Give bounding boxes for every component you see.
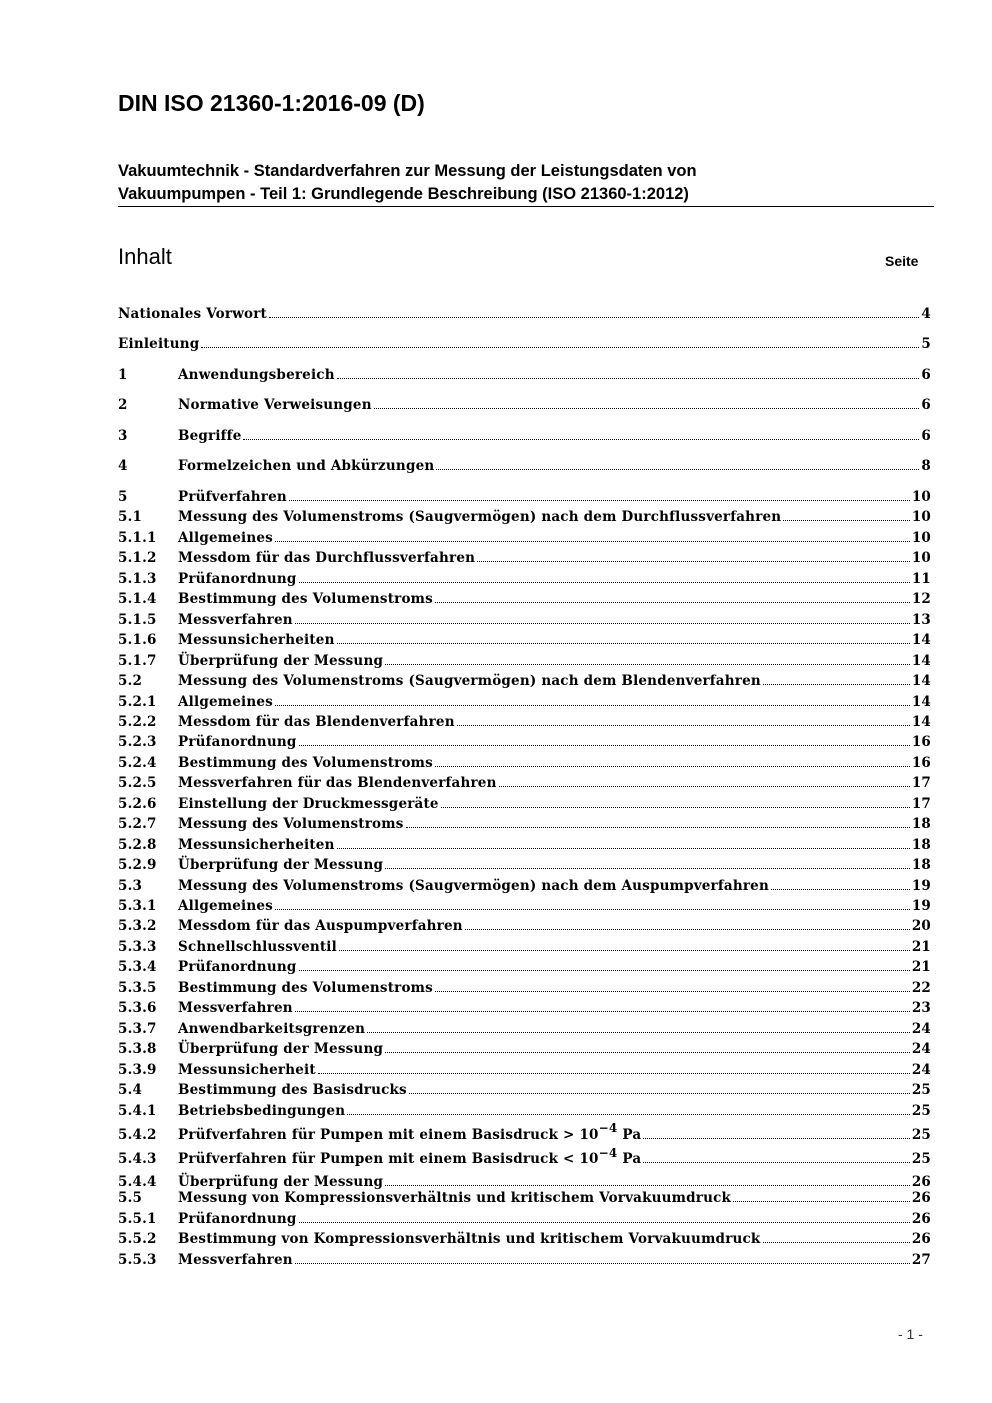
toc-entry-number: 5.1.4	[118, 591, 157, 608]
toc-entry-number: 5.4.3	[118, 1151, 157, 1168]
toc-entry[interactable]	[118, 1123, 931, 1143]
toc-entry-number: 3	[118, 428, 128, 444]
toc-entry[interactable]	[118, 649, 931, 669]
toc-entry-number: 5.2.9	[118, 857, 157, 874]
toc-entry-number: 5.1.2	[118, 550, 157, 567]
toc-entry-title	[178, 632, 335, 648]
toc-entry-number: 5.3.2	[118, 918, 157, 935]
toc-entry-page: 24	[911, 1020, 931, 1037]
toc-entry-number: 5.4.1	[118, 1102, 157, 1119]
toc-entry[interactable]	[118, 454, 931, 474]
toc-entry[interactable]	[118, 393, 931, 413]
toc-entry[interactable]	[118, 1147, 931, 1167]
toc-entry-title-text: Bestimmung von Kompressionsverhältnis und kritischem Vorvakuumdruck	[178, 1231, 761, 1248]
toc-entry[interactable]	[118, 1207, 931, 1227]
toc-entry-title-text: Messverfahren	[178, 1000, 293, 1017]
toc-entry-number: 5.3.3	[118, 938, 157, 955]
toc-dot-leader	[783, 519, 910, 521]
toc-entry-title-text: Messdom für das Blendenverfahren	[178, 713, 455, 730]
toc-entry-title-text: Messung von Kompressionsverhältnis und kritischem Vorvakuumdruck	[178, 1190, 732, 1207]
toc-dot-leader	[643, 1161, 910, 1163]
toc-dot-leader	[643, 1137, 910, 1139]
toc-entry-title	[178, 714, 455, 730]
toc-entry-page: 17	[911, 775, 931, 792]
toc-entry-title-text: Messverfahren	[178, 1251, 293, 1268]
toc-entry-number: 5.3.9	[118, 1061, 157, 1078]
toc-entry-title-text: Prüfverfahren für Pumpen mit einem Basisdruck < 10	[178, 1151, 599, 1168]
toc-entry-title-text: Formelzeichen und Abkürzungen	[178, 458, 435, 474]
toc-entry-title	[178, 816, 404, 832]
toc-entry-title	[178, 1211, 297, 1227]
toc-dot-leader	[385, 867, 910, 869]
toc-dot-leader	[385, 663, 910, 665]
toc-entry-number: 5.1.5	[118, 611, 157, 628]
toc-entry[interactable]	[118, 1078, 931, 1098]
toc-entry-title	[178, 397, 372, 413]
toc-entry[interactable]	[118, 608, 931, 628]
toc-entry-title-text: Bestimmung des Volumenstroms	[178, 754, 433, 771]
toc-entry-number: 5.1.7	[118, 652, 157, 669]
toc-entry-page: 10	[911, 529, 931, 546]
toc-entry-title-text: Prüfanordnung	[178, 570, 297, 587]
toc-dot-leader	[295, 1010, 910, 1012]
toc-dot-leader	[299, 581, 910, 583]
toc-dot-leader	[733, 1200, 910, 1202]
toc-entry-page: 4	[921, 306, 931, 322]
toc-entry[interactable]	[118, 730, 931, 750]
toc-entry-title	[178, 1190, 731, 1206]
toc-entry-title-text: Messung des Volumenstroms (Saugvermögen) nach dem Auspumpverfahren	[178, 877, 769, 894]
toc-entry-title	[178, 1041, 383, 1057]
toc-entry-title-text: Normative Verweisungen	[178, 397, 372, 413]
toc-entry-page: 26	[911, 1210, 931, 1227]
toc-entry-number: 5.3.4	[118, 959, 157, 976]
toc-entry[interactable]	[118, 894, 931, 914]
toc-entry[interactable]	[118, 833, 931, 853]
toc-entry-title-text: Überprüfung der Messung	[178, 1041, 384, 1058]
toc-entry-title	[178, 857, 383, 873]
toc-dot-leader	[771, 888, 910, 890]
toc-entry-page: 16	[911, 754, 931, 771]
toc-dot-leader	[275, 704, 910, 706]
toc-entry-page: 14	[911, 693, 931, 710]
toc-entry[interactable]	[118, 690, 931, 710]
toc-entry[interactable]	[118, 853, 931, 873]
toc-entry-page: 14	[911, 652, 931, 669]
toc-dot-leader	[337, 377, 920, 379]
toc-entry-page: 26	[911, 1190, 931, 1207]
toc-entry-page: 6	[921, 367, 931, 383]
toc-entry[interactable]	[118, 526, 931, 546]
toc-entry-unit: Pa	[617, 1151, 642, 1168]
toc-entry-title	[178, 591, 433, 607]
toc-entry-title	[178, 1231, 761, 1247]
toc-entry[interactable]	[118, 628, 931, 648]
toc-entry-title	[178, 1103, 345, 1119]
subtitle-line-2: Vakuumpumpen - Teil 1: Grundlegende Beschreibung (ISO 21360-1:2012)	[118, 185, 689, 203]
toc-entry-title-text: Überprüfung der Messung	[178, 857, 384, 874]
toc-entry-title	[178, 898, 273, 914]
toc-entry-page: 25	[911, 1151, 931, 1168]
toc-entry-page: 25	[911, 1082, 931, 1099]
toc-entry-exponent: −4	[598, 1121, 618, 1136]
toc-dot-leader	[295, 1262, 910, 1264]
toc-entry-title-text: Begriffe	[178, 428, 242, 444]
toc-entry[interactable]	[118, 505, 931, 525]
toc-entry-title-text: Prüfverfahren für Pumpen mit einem Basisdruck > 10	[178, 1126, 599, 1143]
toc-entry-page: 10	[911, 489, 931, 505]
toc-dot-leader	[339, 949, 910, 951]
toc-entry-title-text: Messunsicherheit	[178, 1061, 316, 1078]
toc-entry-title	[178, 878, 769, 894]
toc-dot-leader	[477, 560, 910, 562]
toc-entry-page: 18	[911, 816, 931, 833]
toc-entry-page: 6	[921, 397, 931, 413]
toc-entry-page: 23	[911, 1000, 931, 1017]
toc-entry-number: 5.2.7	[118, 816, 157, 833]
toc-entry-number: 5.2.1	[118, 693, 157, 710]
toc-entry-title-text: Nationales Vorwort	[118, 306, 267, 322]
toc-dot-leader	[337, 642, 910, 644]
toc-heading: Inhalt	[118, 244, 172, 269]
toc-entry-title	[178, 653, 383, 669]
toc-entry-title-text: Messverfahren	[178, 611, 293, 628]
toc-entry[interactable]	[118, 1037, 931, 1057]
toc-entry-title	[178, 612, 293, 628]
toc-entry-title	[178, 939, 337, 955]
toc-entry[interactable]	[118, 1227, 931, 1247]
toc-entry[interactable]	[118, 485, 931, 505]
toc-entry-page: 11	[911, 570, 931, 587]
toc-entry-page: 21	[911, 938, 931, 955]
toc-entry[interactable]	[118, 567, 931, 587]
toc-entry-page: 14	[911, 632, 931, 649]
toc-entry-title-text: Prüfverfahren	[178, 489, 287, 505]
toc-entry-title-text: Überprüfung der Messung	[178, 652, 384, 669]
toc-entry[interactable]	[118, 363, 931, 383]
toc-entry-number: 5.3.6	[118, 1000, 157, 1017]
toc-entry-title	[178, 980, 433, 996]
toc-entry-title-text: Messdom für das Auspumpverfahren	[178, 918, 463, 935]
toc-dot-leader	[409, 1092, 910, 1094]
toc-entry-exponent: −4	[598, 1145, 618, 1160]
toc-entry-title	[118, 336, 199, 352]
toc-entry-title	[178, 796, 439, 812]
toc-dot-leader	[436, 468, 919, 470]
toc-dot-leader	[275, 540, 910, 542]
toc-entry-number: 5.2	[118, 673, 143, 690]
toc-entry-number: 5.1.3	[118, 570, 157, 587]
toc-entry-page: 18	[911, 836, 931, 853]
toc-entry-number: 5.2.6	[118, 795, 157, 812]
toc-entry-page: 18	[911, 857, 931, 874]
toc-dot-leader	[299, 1221, 910, 1223]
toc-entry[interactable]	[118, 771, 931, 791]
toc-entry-number: 5.2.4	[118, 754, 157, 771]
toc-entry[interactable]	[118, 935, 931, 955]
toc-entry-title-text: Anwendungsbereich	[178, 367, 335, 383]
toc-dot-leader	[269, 316, 919, 318]
toc-entry-title	[178, 489, 287, 505]
toc-entry-page: 10	[911, 509, 931, 526]
toc-entry-page: 24	[911, 1061, 931, 1078]
toc-entry-title	[178, 1062, 316, 1078]
toc-entry-title-text: Allgemeines	[178, 693, 273, 710]
toc-entry-title	[178, 1252, 293, 1268]
toc-entry-number: 5.2.3	[118, 734, 157, 751]
toc-entry-page: 24	[911, 1041, 931, 1058]
toc-entry[interactable]	[118, 587, 931, 607]
toc-dot-leader	[347, 1113, 910, 1115]
toc-dot-leader	[275, 908, 910, 910]
toc-entry-page: 19	[911, 898, 931, 914]
toc-entry-number: 5.3	[118, 877, 143, 894]
toc-entry-title-text: Allgemeines	[178, 898, 273, 914]
toc-entry-page: 25	[911, 1102, 931, 1119]
toc-entry-title-text: Bestimmung des Volumenstroms	[178, 979, 433, 996]
toc-entry-title-text: Allgemeines	[178, 529, 273, 546]
toc-entry[interactable]	[118, 996, 931, 1016]
toc-entry-number: 4	[118, 458, 128, 474]
toc-entry-title-text: Prüfanordnung	[178, 734, 297, 751]
toc-entry-number: 5.2.5	[118, 775, 157, 792]
toc-entry-title-text: Bestimmung des Volumenstroms	[178, 591, 433, 608]
toc-dot-leader	[385, 1051, 910, 1053]
toc-entry-title	[178, 775, 497, 791]
toc-entry-page: 27	[911, 1251, 931, 1268]
toc-entry-number: 5.4	[118, 1082, 143, 1099]
toc-entry-page: 5	[921, 336, 931, 352]
toc-entry[interactable]	[118, 914, 931, 934]
toc-entry-number: 5.5.1	[118, 1210, 157, 1227]
toc-dot-leader	[318, 1072, 910, 1074]
toc-entry-number: 5.3.5	[118, 979, 157, 996]
toc-entry-title	[178, 694, 273, 710]
toc-dot-leader	[299, 969, 910, 971]
toc-entry-title-text: Bestimmung des Basisdrucks	[178, 1082, 407, 1099]
toc-dot-leader	[299, 744, 910, 746]
toc-entry-title-text: Einstellung der Druckmessgeräte	[178, 795, 439, 812]
toc-entry-number: 5.1	[118, 509, 143, 526]
toc-entry-title	[178, 1121, 642, 1143]
toc-entry[interactable]	[118, 302, 931, 322]
toc-entry-unit: Pa	[617, 1126, 642, 1143]
toc-entry-title-text: Messverfahren für das Blendenverfahren	[178, 775, 497, 792]
toc-entry[interactable]	[118, 546, 931, 566]
document-subtitle	[118, 160, 697, 206]
toc-entry[interactable]	[118, 424, 931, 444]
toc-entry-title-text: Messung des Volumenstroms (Saugvermögen) nach dem Blendenverfahren	[178, 673, 761, 690]
toc-entry-page: 14	[911, 673, 931, 690]
toc-dot-leader	[499, 785, 910, 787]
toc-entry-title-text: Betriebsbedingungen	[178, 1102, 346, 1119]
toc-dot-leader	[374, 407, 920, 409]
toc-dot-leader	[441, 806, 910, 808]
toc-entry[interactable]	[118, 669, 931, 689]
toc-entry[interactable]	[118, 710, 931, 730]
toc-dot-leader	[763, 1241, 910, 1243]
toc-dot-leader	[435, 765, 910, 767]
toc-entry-page: 13	[911, 611, 931, 628]
toc-dot-leader	[465, 928, 910, 930]
toc-entry-page: 26	[911, 1173, 931, 1190]
page-column-label: Seite	[885, 253, 919, 269]
page-number: - 1 -	[898, 1326, 923, 1342]
toc-dot-leader	[367, 1031, 910, 1033]
toc-entry-title-text: Messunsicherheiten	[178, 632, 335, 649]
document-title: DIN ISO 21360-1:2016-09 (D)	[118, 90, 425, 116]
toc-entry-title	[178, 1082, 407, 1098]
toc-entry-title	[178, 458, 434, 474]
toc-dot-leader	[243, 438, 919, 440]
toc-entry-title-text: Prüfanordnung	[178, 959, 297, 976]
toc-dot-leader	[201, 346, 919, 348]
toc-entry-page: 8	[921, 458, 931, 474]
toc-entry-title	[178, 673, 761, 689]
toc-entry-title	[178, 530, 273, 546]
toc-entry-title	[178, 755, 433, 771]
toc-entry-title-text: Prüfanordnung	[178, 1210, 297, 1227]
toc-entry-number: 5	[118, 489, 128, 505]
toc-entry[interactable]	[118, 812, 931, 832]
toc-entry-title-text: Messdom für das Durchflussverfahren	[178, 550, 476, 567]
toc-entry-page: 20	[911, 918, 931, 935]
toc-entry-page: 6	[921, 428, 931, 444]
toc-entry-number: 5.3.1	[118, 898, 157, 914]
toc-dot-leader	[435, 601, 910, 603]
toc-entry-title	[178, 837, 335, 853]
toc-dot-leader	[289, 499, 910, 501]
toc-entry[interactable]	[118, 1248, 931, 1268]
toc-entry[interactable]	[118, 955, 931, 975]
toc-entry-title	[178, 550, 475, 566]
toc-entry[interactable]	[118, 1186, 931, 1206]
toc-entry[interactable]	[118, 332, 931, 352]
toc-dot-leader	[295, 622, 910, 624]
toc-dot-leader	[406, 826, 910, 828]
toc-entry-title	[178, 959, 297, 975]
toc-entry[interactable]	[118, 1099, 931, 1119]
toc-entry[interactable]	[118, 874, 931, 894]
subtitle-line-1: Vakuumtechnik - Standardverfahren zur Messung der Leistungsdaten von	[118, 162, 697, 180]
toc-entry-title-text: Anwendbarkeitsgrenzen	[178, 1020, 366, 1037]
toc-dot-leader	[337, 847, 910, 849]
toc-entry-title-text: Einleitung	[118, 336, 200, 352]
toc-entry[interactable]	[118, 1058, 931, 1078]
toc-entry-page: 22	[911, 979, 931, 996]
toc-entry-title-text: Schnellschlussventil	[178, 938, 337, 955]
toc-entry-page: 25	[911, 1126, 931, 1143]
toc-entry-number: 5.5	[118, 1190, 143, 1207]
toc-entry-number: 5.5.2	[118, 1231, 157, 1248]
toc-entry-page: 21	[911, 959, 931, 976]
toc-entry-number: 5.4.4	[118, 1173, 157, 1190]
toc-entry-page: 10	[911, 550, 931, 567]
toc-entry-number: 5.3.7	[118, 1020, 157, 1037]
toc-entry-title	[118, 306, 267, 322]
toc-entry-title-text: Überprüfung der Messung	[178, 1173, 384, 1190]
toc-entry-title	[178, 571, 297, 587]
toc-dot-leader	[435, 990, 910, 992]
toc-entry-number: 2	[118, 397, 128, 413]
toc-entry[interactable]	[118, 1017, 931, 1037]
toc-entry-number: 5.3.8	[118, 1041, 157, 1058]
toc-entry[interactable]	[118, 751, 931, 771]
toc-entry[interactable]	[118, 976, 931, 996]
toc-entry-number: 5.4.2	[118, 1126, 157, 1143]
toc-entry-page: 14	[911, 713, 931, 730]
toc-entry-number: 5.1.6	[118, 632, 157, 649]
toc-entry-page: 12	[911, 591, 931, 608]
toc-entry-page: 16	[911, 734, 931, 751]
toc-entry-title	[178, 509, 781, 525]
toc-entry-title	[178, 428, 241, 444]
toc-dot-leader	[763, 683, 910, 685]
toc-entry-title	[178, 367, 335, 383]
toc-entry-title	[178, 1145, 642, 1168]
toc-entry-title	[178, 734, 297, 750]
toc-dot-leader	[457, 724, 910, 726]
toc-entry-title	[178, 1000, 293, 1016]
toc-entry-number: 5.1.1	[118, 529, 157, 546]
toc-entry-number: 5.2.8	[118, 836, 157, 853]
toc-entry-number: 5.2.2	[118, 713, 157, 730]
header-divider	[118, 206, 934, 207]
toc-entry-number: 1	[118, 367, 128, 383]
toc-entry-title	[178, 918, 463, 934]
toc-entry-title-text: Messunsicherheiten	[178, 836, 335, 853]
toc-entry-page: 19	[911, 877, 931, 894]
toc-entry-page: 26	[911, 1231, 931, 1248]
toc-entry-title-text: Messung des Volumenstroms	[178, 816, 404, 833]
toc-entry-title	[178, 1021, 365, 1037]
toc-entry-title-text: Messung des Volumenstroms (Saugvermögen) nach dem Durchflussverfahren	[178, 509, 782, 526]
toc-entry-number: 5.5.3	[118, 1251, 157, 1268]
toc-entry[interactable]	[118, 792, 931, 812]
toc-entry-page: 17	[911, 795, 931, 812]
